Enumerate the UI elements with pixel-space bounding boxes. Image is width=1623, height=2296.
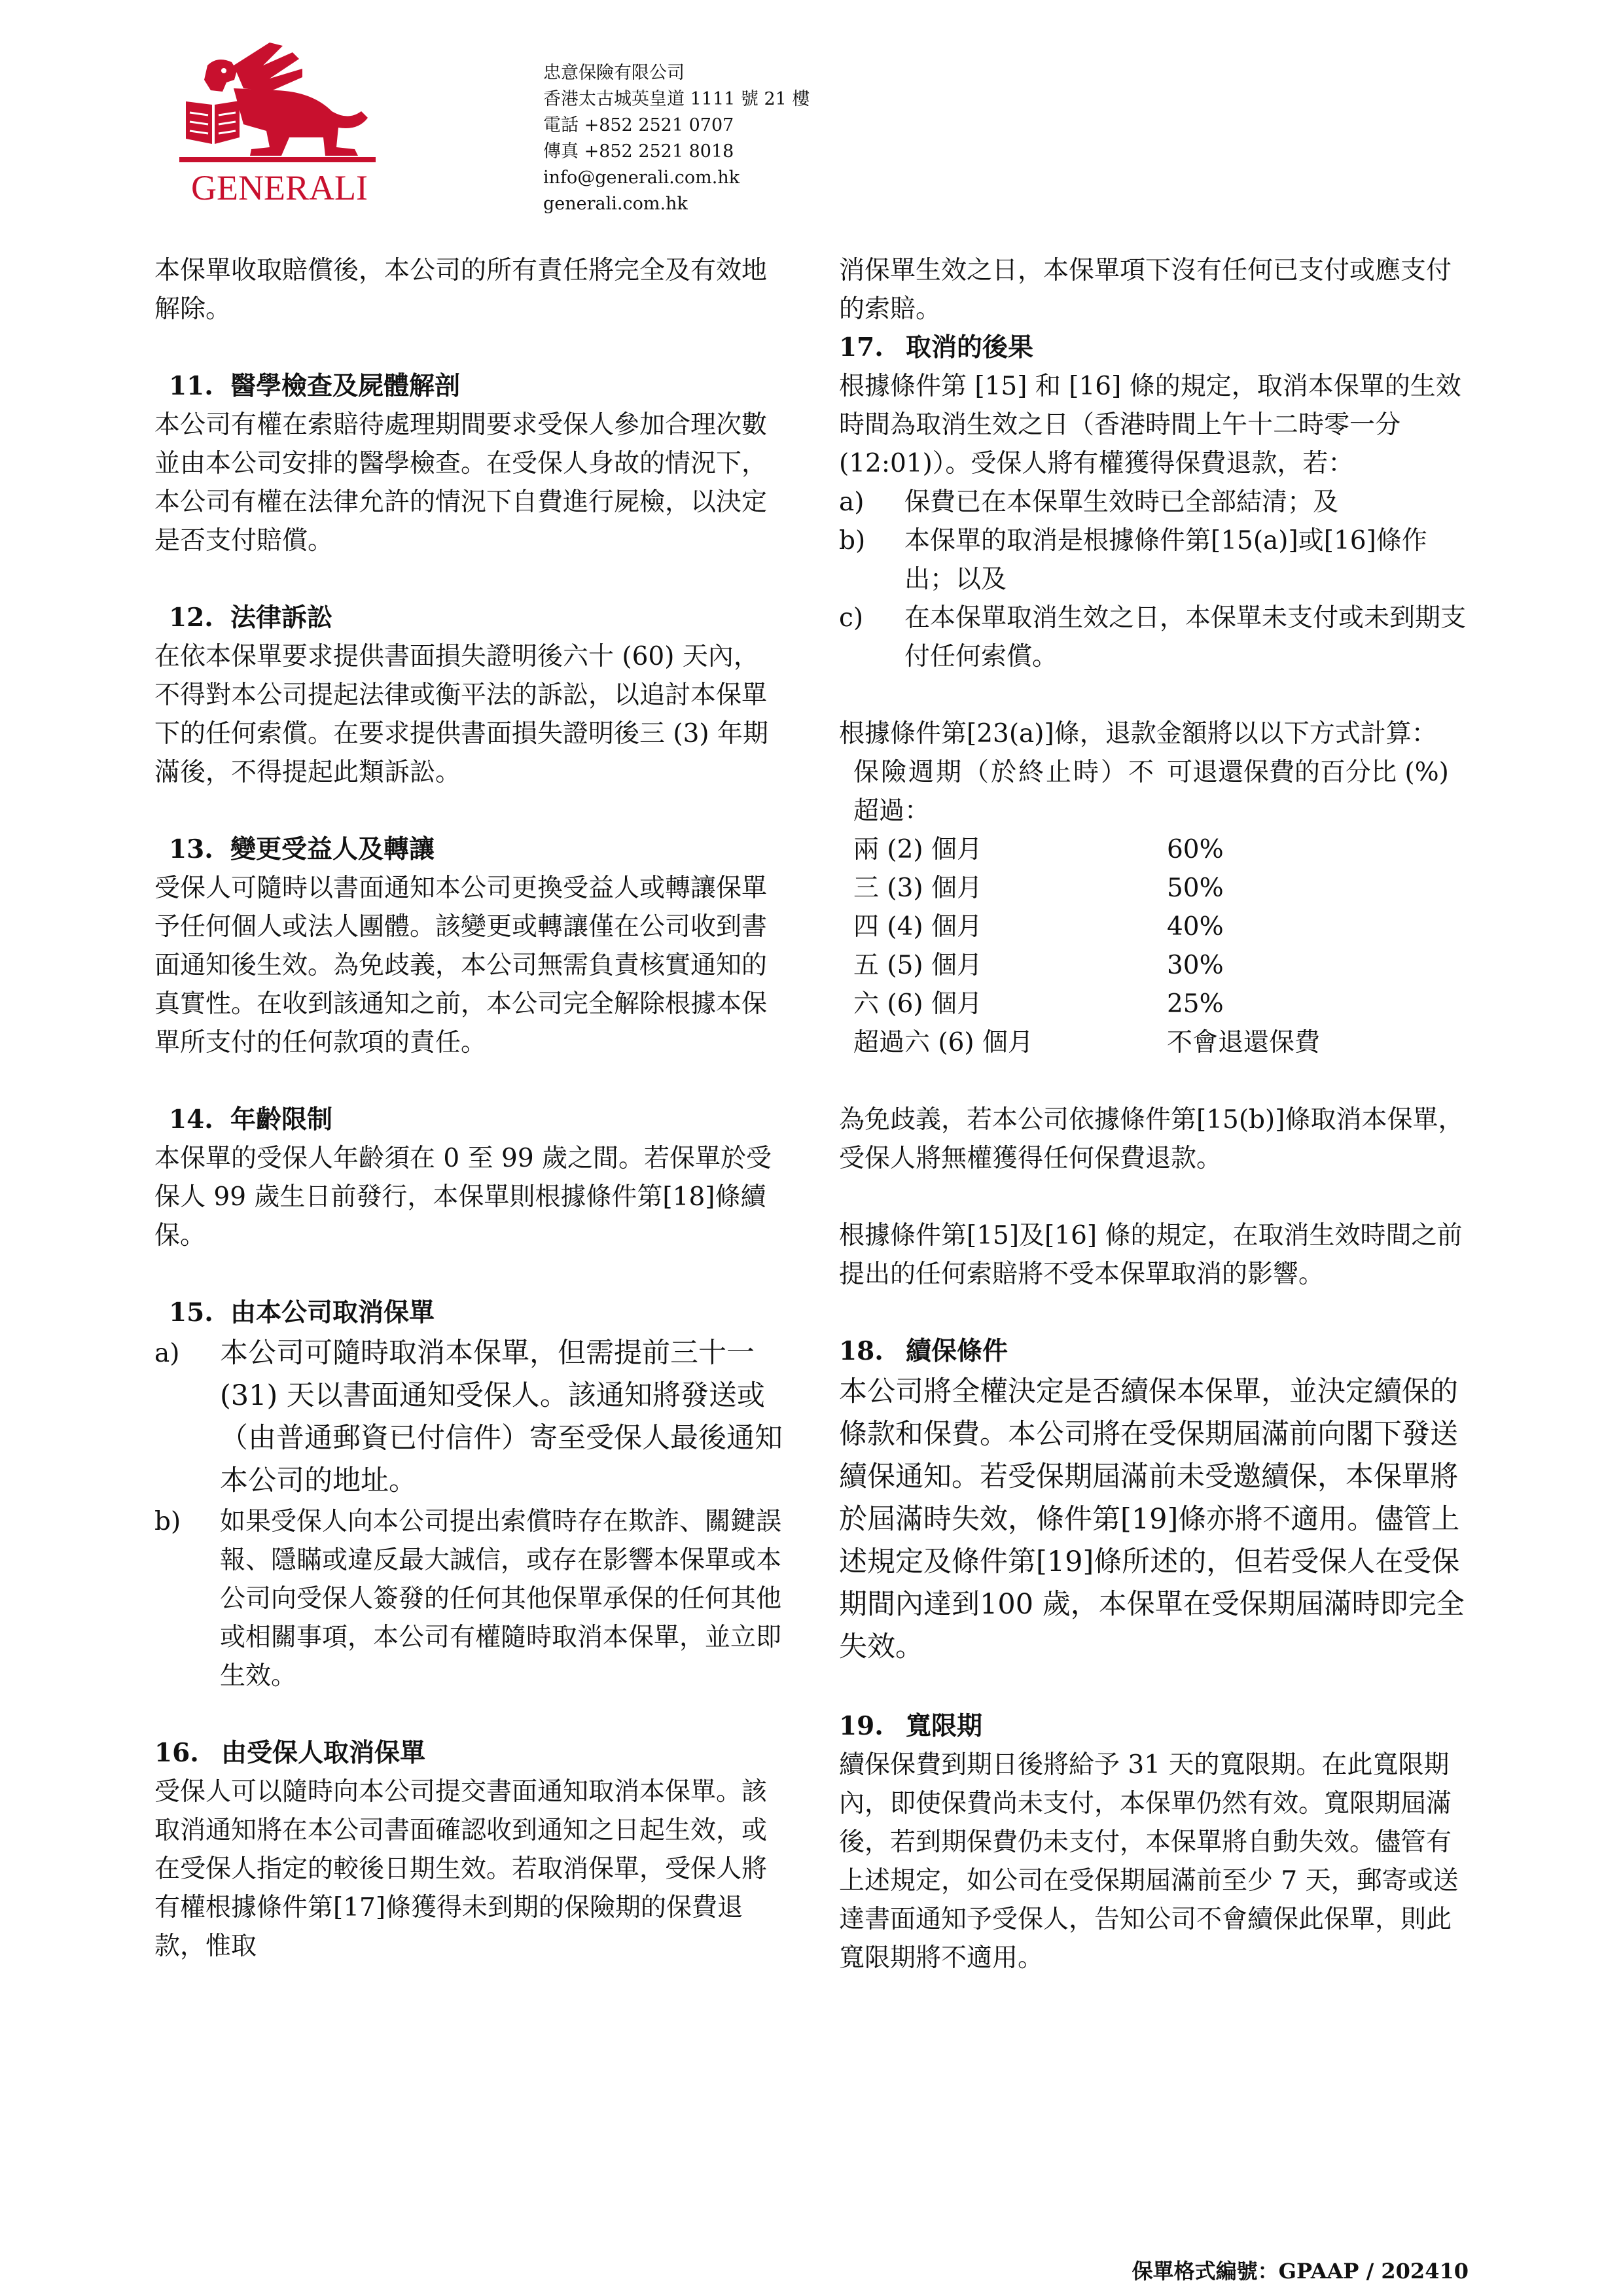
company-info: [543, 60, 810, 217]
table-row: 超過六 (6) 個月 不會退還保費: [853, 1028, 1320, 1057]
section-14-heading: 14. 年齡限制: [169, 1104, 333, 1135]
section-14-body: 本保單的受保人年齡須在 0 至 99 歲之間。若保單於受保人 99 歲生日前發行，本保單則根據條件第[18]條續保。: [154, 1144, 772, 1250]
logo-wordmark: GENERALI: [191, 168, 368, 207]
refund-note-2: 根據條件第[15]及[16] 條的規定，在取消生效時間之前提出的任何索賠將不受本保單取消的影響。: [839, 1221, 1463, 1289]
table-header-percentage: 可退還保費的百分比 (%): [1166, 758, 1449, 787]
section-15-heading: 15. 由本公司取消保單: [169, 1298, 435, 1328]
section-18-heading: 18. 續保條件: [839, 1336, 1008, 1366]
section-12-heading: 12. 法律訴訟: [169, 603, 333, 633]
company-phone: 電話 +852 2521 0707: [543, 115, 734, 135]
section-18-body: 本公司將全權決定是否續保本保單，並決定續保的條款和保費。本公司將在受保期屆滿前向閣下發送續保通知。若受保期屆滿前未受邀續保，本保單將於屆滿時失效，條件第[19]條亦將不適用。儘管上述規定及條件第[19]條所述的，但若受保人在受保期間內達到100 歲，本保單在受保期屆滿時即完全失效。: [839, 1375, 1465, 1663]
right-column: [839, 251, 1467, 1977]
refund-calc-intro: 根據條件第[23(a)]條，退款金額將以以下方式計算：: [839, 719, 1437, 749]
section-17-item-b: b) 本保單的取消是根據條件第[15(a)]或[16]條作出；以及: [839, 526, 1427, 594]
section-16-heading: 16. 由受保人取消保單: [154, 1738, 426, 1768]
section-17-body: 根據條件第 [15] 和 [16] 條的規定，取消本保單的生效時間為取消生效之日（香港時間上午十二時零一分 (12:01)）。受保人將有權獲得保費退款，若：: [839, 372, 1461, 478]
section-17-item-c: c) 在本保單取消生效之日，本保單未支付或未到期支付任何索償。: [839, 603, 1467, 671]
section-13-body: 受保人可隨時以書面通知本公司更換受益人或轉讓保單予任何個人或法人團體。該變更或轉讓僅在公司收到書面通知後生效。為免歧義，本公司無需負責核實通知的真實性。在收到該通知之前，本公司完全解除根據本保單所支付的任何款項的責任。: [154, 874, 768, 1057]
company-email: info@generali.com.hk: [543, 168, 740, 188]
table-row: 兩 (2) 個月 60%: [853, 835, 1224, 864]
section-19-body: 續保保費到期日後將給予 31 天的寬限期。在此寬限期內，即使保費尚未支付，本保單仍然有效。寬限期屆滿後，若到期保費仍未支付，本保單將自動失效。儘管有上述規定，如公司在受保期屆滿前至少 7 天，郵寄或送達書面通知予受保人，告知公司不會續保此保單，則此寬限期將不適用。: [839, 1750, 1459, 1973]
section-12-body: 在依本保單要求提供書面損失證明後六十 (60) 天內，不得對本公司提起法律或衡平法的訴訟，以追討本保單下的任何索償。在要求提供書面損失證明後三 (3) 年期滿後，不得提起此類訴訟。: [154, 642, 769, 787]
section-19-heading: 19. 寬限期: [839, 1711, 983, 1741]
section-15-item-a: a) 本公司可隨時取消本保單，但需提前三十一 (31) 天以書面通知受保人。該通知將發送或（由普通郵資已付信件）寄至受保人最後通知本公司的地址。: [154, 1337, 783, 1497]
left-column: [154, 251, 783, 1966]
table-header-row: [853, 753, 1467, 830]
company-fax: 傳真 +852 2521 8018: [543, 141, 734, 162]
company-address: 香港太古城英皇道 1111 號 21 樓: [543, 89, 810, 109]
section-11-heading: 11. 醫學檢查及屍體解剖: [169, 371, 461, 401]
table-row: 四 (4) 個月 40%: [853, 912, 1224, 942]
table-row: 六 (6) 個月 25%: [853, 989, 1224, 1019]
intro-paragraph: 本保單收取賠償後，本公司的所有責任將完全及有效地解除。: [154, 256, 768, 324]
company-name: 忠意保險有限公司: [543, 63, 685, 83]
generali-logo: [171, 39, 387, 209]
section-17-heading: 17. 取消的後果: [839, 332, 1034, 362]
table-header-period: 保險週期（於終止時）不超過：: [853, 758, 1154, 826]
refund-note-1: 為免歧義，若本公司依據條件第[15(b)]條取消本保單，受保人將無權獲得任何保費退款。: [839, 1105, 1464, 1173]
policy-form-number: 保單格式編號：GPAAP / 202410: [1132, 2259, 1469, 2284]
section-13-heading: 13. 變更受益人及轉讓: [169, 834, 435, 864]
refund-rate-table: [853, 753, 1467, 1062]
section-16-continued: 消保單生效之日，本保單項下沒有任何已支付或應支付的索賠。: [839, 256, 1452, 324]
table-row: 三 (3) 個月 50%: [853, 874, 1224, 903]
company-website: generali.com.hk: [543, 194, 688, 214]
section-11-body: 本公司有權在索賠待處理期間要求受保人參加合理次數並由本公司安排的醫學檢查。在受保人身故的情況下，本公司有權在法律允許的情況下自費進行屍檢，以決定是否支付賠償。: [154, 410, 768, 556]
section-17-item-a: a) 保費已在本保單生效時已全部結清；及: [839, 487, 1339, 517]
section-15-item-b: b) 如果受保人向本公司提出索償時存在欺詐、關鍵誤報、隱瞞或違反最大誠信，或存在影響本保單或本公司向受保人簽發的任何其他保單承保的任何其他或相關事項，本公司有權隨時取消本保單，並立即生效。: [154, 1507, 782, 1691]
winged-lion-icon: [171, 39, 387, 209]
section-16-body: 受保人可以隨時向本公司提交書面通知取消本保單。該取消通知將在本公司書面確認收到通知之日起生效，或在受保人指定的較後日期生效。若取消保單，受保人將有權根據條件第[17]條獲得未到期的保險期的保費退款，惟取: [154, 1777, 768, 1961]
table-row: 五 (5) 個月 30%: [853, 951, 1224, 980]
